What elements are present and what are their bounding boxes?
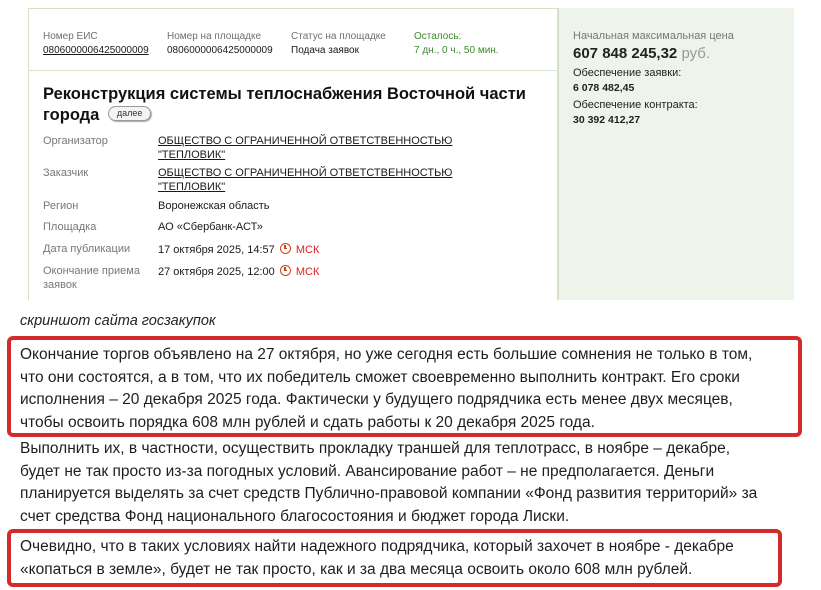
- customer-label: Заказчик: [43, 167, 89, 179]
- price-value: 607 848 245,32: [573, 45, 678, 62]
- publication-date-row: [43, 242, 553, 256]
- time-left-block: [414, 31, 499, 56]
- region-label: Регион: [43, 200, 79, 212]
- clock-icon: [280, 243, 291, 254]
- deadline-cell: [158, 264, 528, 279]
- platform-value: АО «Сбербанк-АСТ»: [158, 221, 263, 233]
- deadline-timezone: МСК: [295, 266, 320, 278]
- price-label: Начальная максимальная цена: [573, 30, 734, 42]
- price-currency: руб.: [681, 45, 711, 62]
- paragraph-1-line: чтобы освоить порядка 608 млн рублей и сдать работы к 20 декабря 2025 года.: [20, 413, 595, 431]
- procurement-card: [28, 8, 794, 300]
- customer-link[interactable]: ОБЩЕСТВО С ОГРАНИЧЕННОЙ ОТВЕТСТВЕННОСТЬЮ "ТЕПЛОВИК": [158, 167, 453, 193]
- paragraph-1: [20, 344, 752, 434]
- organizer-label: Организатор: [43, 135, 108, 147]
- platform-number-label: Номер на площадке: [167, 31, 262, 42]
- price-amount: [573, 45, 710, 62]
- time-left-value: 7 дн., 0 ч., 50 мин.: [414, 45, 499, 56]
- contract-security-label: Обеспечение контракта:: [573, 99, 698, 111]
- organizer-link[interactable]: ОБЩЕСТВО С ОГРАНИЧЕННОЙ ОТВЕТСТВЕННОСТЬЮ "ТЕПЛОВИК": [158, 135, 453, 161]
- region-value: Воронежская область: [158, 200, 270, 212]
- paragraph-2-line: счет средства Фонд национального благосостояния и бюджет города Лиски.: [20, 507, 570, 525]
- publication-timezone: МСК: [295, 244, 320, 256]
- procurement-title-text: Реконструкция системы теплоснабжения Восточной части города: [43, 85, 526, 124]
- platform-label: Площадка: [43, 221, 97, 233]
- deadline-row: [43, 264, 553, 292]
- platform-status-value: Подача заявок: [291, 45, 359, 56]
- screenshot-caption: скриншот сайта госзакупок: [20, 313, 216, 329]
- eis-number-label: Номер ЕИС: [43, 31, 98, 42]
- eis-number-link[interactable]: 0806000006425000009: [43, 45, 149, 56]
- paragraph-3-line: «копаться в земле», будет не так просто, как и за два месяца освоить около 608 млн рублей.: [20, 560, 693, 578]
- paragraph-1-line: исполнения – 20 декабря 2025 года. Фактически у будущего подрядчика есть менее двух месяцев,: [20, 391, 733, 408]
- price-panel: [558, 8, 794, 300]
- publication-date-label: Дата публикации: [43, 243, 131, 255]
- more-button[interactable]: далее: [108, 106, 152, 121]
- platform-number-value: 0806000006425000009: [167, 45, 273, 56]
- paragraph-2-line: Выполнить их, в частности, осуществить прокладку траншей для теплотрасс, в ноябре – декабре,: [20, 440, 731, 457]
- platform-status-label: Статус на площадке: [291, 31, 386, 42]
- platform-status-block: [291, 31, 386, 56]
- clock-icon: [280, 265, 291, 276]
- paragraph-1-line: Окончание торгов объявлено на 27 октября, но уже сегодня есть большие сомнения не только в том,: [20, 346, 753, 363]
- bid-security-label: Обеспечение заявки:: [573, 67, 682, 79]
- eis-number-block: [43, 31, 149, 56]
- publication-date-value: 17 октября 2025, 14:57: [158, 244, 275, 256]
- bid-security-value: 6 078 482,45: [573, 82, 635, 94]
- paragraph-1-line: что они состоятся, а в том, что их победитель сможет своевременно выполнить контракт. Его сроки: [20, 368, 740, 386]
- paragraph-3-line: Очевидно, что в таких условиях найти надежного подрядчика, который захочет в ноябре - декабре: [20, 538, 734, 555]
- contract-security-value: 30 392 412,27: [573, 114, 641, 126]
- deadline-value: 27 октября 2025, 12:00: [158, 266, 275, 278]
- paragraph-2-line: планируется выделять за счет средств Публично-правовой компании «Фонд развития территорий» за: [20, 485, 758, 502]
- region-row: [43, 199, 553, 213]
- platform-row: [43, 220, 553, 234]
- time-left-label: Осталось:: [414, 31, 462, 42]
- procurement-title: [43, 84, 553, 126]
- publication-date-cell: [158, 242, 528, 257]
- paragraph-3: [20, 536, 734, 581]
- paragraph-2-line: будет не так просто из-за погодных условий. Авансирование работ – не предполагается. Деньги: [20, 462, 715, 480]
- customer-row: [43, 166, 553, 194]
- procurement-main-panel: [28, 8, 558, 300]
- platform-number-block: [167, 31, 273, 56]
- paragraph-2: [20, 438, 757, 528]
- procurement-meta-row: [29, 9, 558, 71]
- deadline-label: Окончание приема заявок: [43, 265, 140, 291]
- organizer-row: [43, 134, 553, 162]
